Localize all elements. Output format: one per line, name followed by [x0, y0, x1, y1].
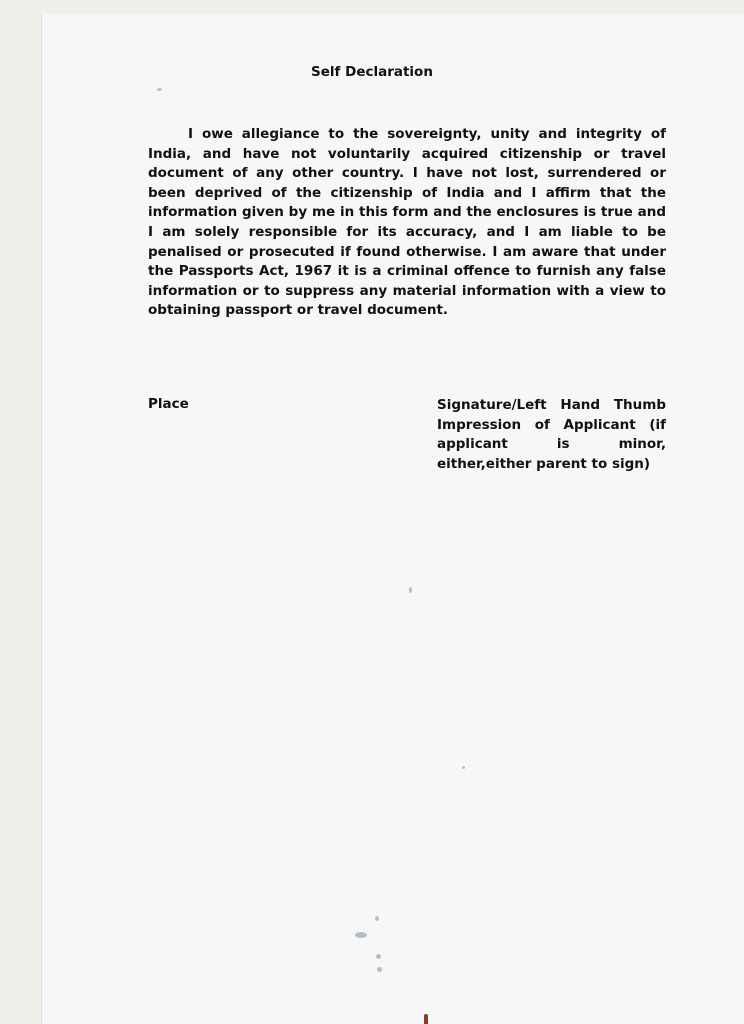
scan-left-edge	[0, 0, 42, 1024]
place-label: Place	[148, 396, 189, 412]
document-title: Self Declaration	[311, 64, 433, 80]
scan-speck	[409, 587, 412, 593]
declaration-paragraph: I owe allegiance to the sovereignty, unity and integrity of India, and have not voluntarily acquired citizenship or travel document of any other country. I have not lost, surrendered or been deprived of the citizenship of India and I affirm that the information given by me in this form and the enclosures is true and I am solely responsible for its accuracy, and I am liable to be penalised or prosecuted if found otherwise. I am aware that under the Passports Act, 1967 it is a criminal offence to furnish any false information or to suppress any material information with a view to obtaining passport or travel document.	[148, 126, 666, 319]
scan-speck	[377, 967, 382, 972]
scan-speck	[375, 916, 379, 921]
scan-speck	[376, 954, 381, 959]
scan-speck	[355, 932, 367, 938]
ink-mark	[424, 1014, 428, 1024]
scan-top-edge	[0, 0, 744, 14]
signature-block: Signature/Left Hand Thumb Impression of Applicant (if applicant is minor, either,either parent to sign)	[437, 397, 666, 472]
scan-speck	[157, 88, 162, 91]
scan-speck	[462, 766, 465, 769]
